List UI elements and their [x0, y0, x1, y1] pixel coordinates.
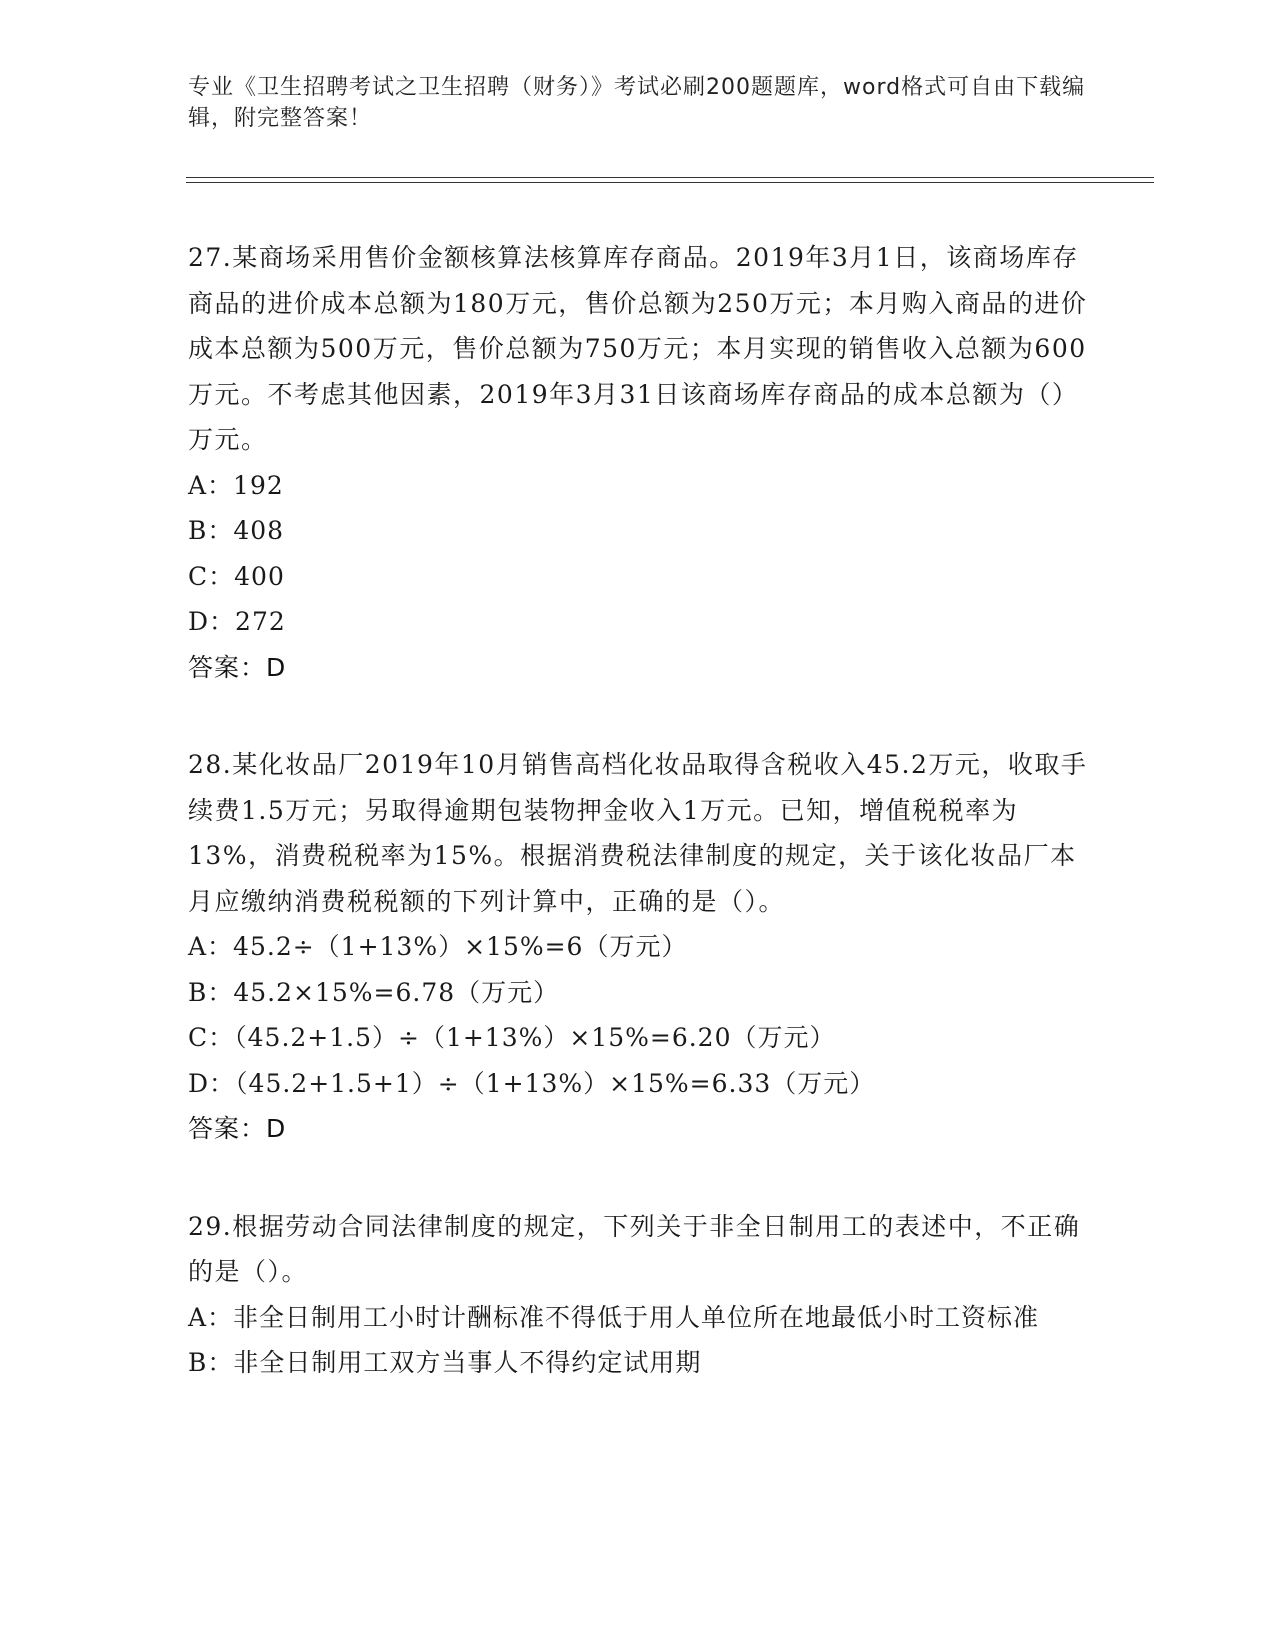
question-28 [188, 742, 1088, 1152]
answer-label: 答案：D [188, 652, 287, 682]
option-c: C：400 [188, 561, 285, 591]
option-b: B：非全日制用工双方当事人不得约定试用期 [188, 1348, 702, 1377]
question-text: 27.某商场采用售价金额核算法核算库存商品。2019年3月1日，该商场库存商品的进价成本总额为180万元，售价总额为250万元；本月购入商品的进价成本总额为500万元，售价总额为750万元；本月实现的销售收入总额为600万元。不考虑其他因素，2019年3月31日该商场库存商品的成本总额为（）万元。 [188, 243, 1088, 454]
question-text: 28.某化妆品厂2019年10月销售高档化妆品取得含税收入45.2万元，收取手续费1.5万元；另取得逾期包装物押金收入1万元。已知，增值税税率为13%，消费税税率为15%。根据消费税法律制度的规定，关于该化妆品厂本月应缴纳消费税税额的下列计算中，正确的是（）。 [188, 750, 1088, 916]
option-a: A：非全日制用工小时计酬标准不得低于用人单位所在地最低小时工资标准 [188, 1302, 1040, 1332]
question-list [188, 235, 1088, 1438]
option-c: C：（45.2+1.5）÷（1+13%）×15%=6.20（万元） [188, 1023, 836, 1052]
option-a: A：45.2÷（1+13%）×15%=6（万元） [188, 932, 688, 961]
header-divider-bottom [186, 182, 1154, 183]
option-b: B：45.2×15%=6.78（万元） [188, 977, 560, 1007]
option-b: B：408 [188, 516, 285, 545]
question-27 [188, 235, 1088, 690]
document-header: 专业《卫生招聘考试之卫生招聘（财务）》考试必刷200题题库，word格式可自由下载编辑，附完整答案！ [188, 75, 1086, 131]
option-d: D：272 [188, 607, 286, 636]
option-a: A：192 [188, 470, 284, 500]
question-text: 29.根据劳动合同法律制度的规定，下列关于非全日制用工的表述中，不正确的是（）。 [188, 1211, 1081, 1286]
answer-label: 答案：D [188, 1114, 287, 1143]
option-d: D：（45.2+1.5+1）÷（1+13%）×15%=6.33（万元） [188, 1068, 876, 1098]
header-divider-top [186, 177, 1154, 178]
question-29 [188, 1204, 1088, 1386]
